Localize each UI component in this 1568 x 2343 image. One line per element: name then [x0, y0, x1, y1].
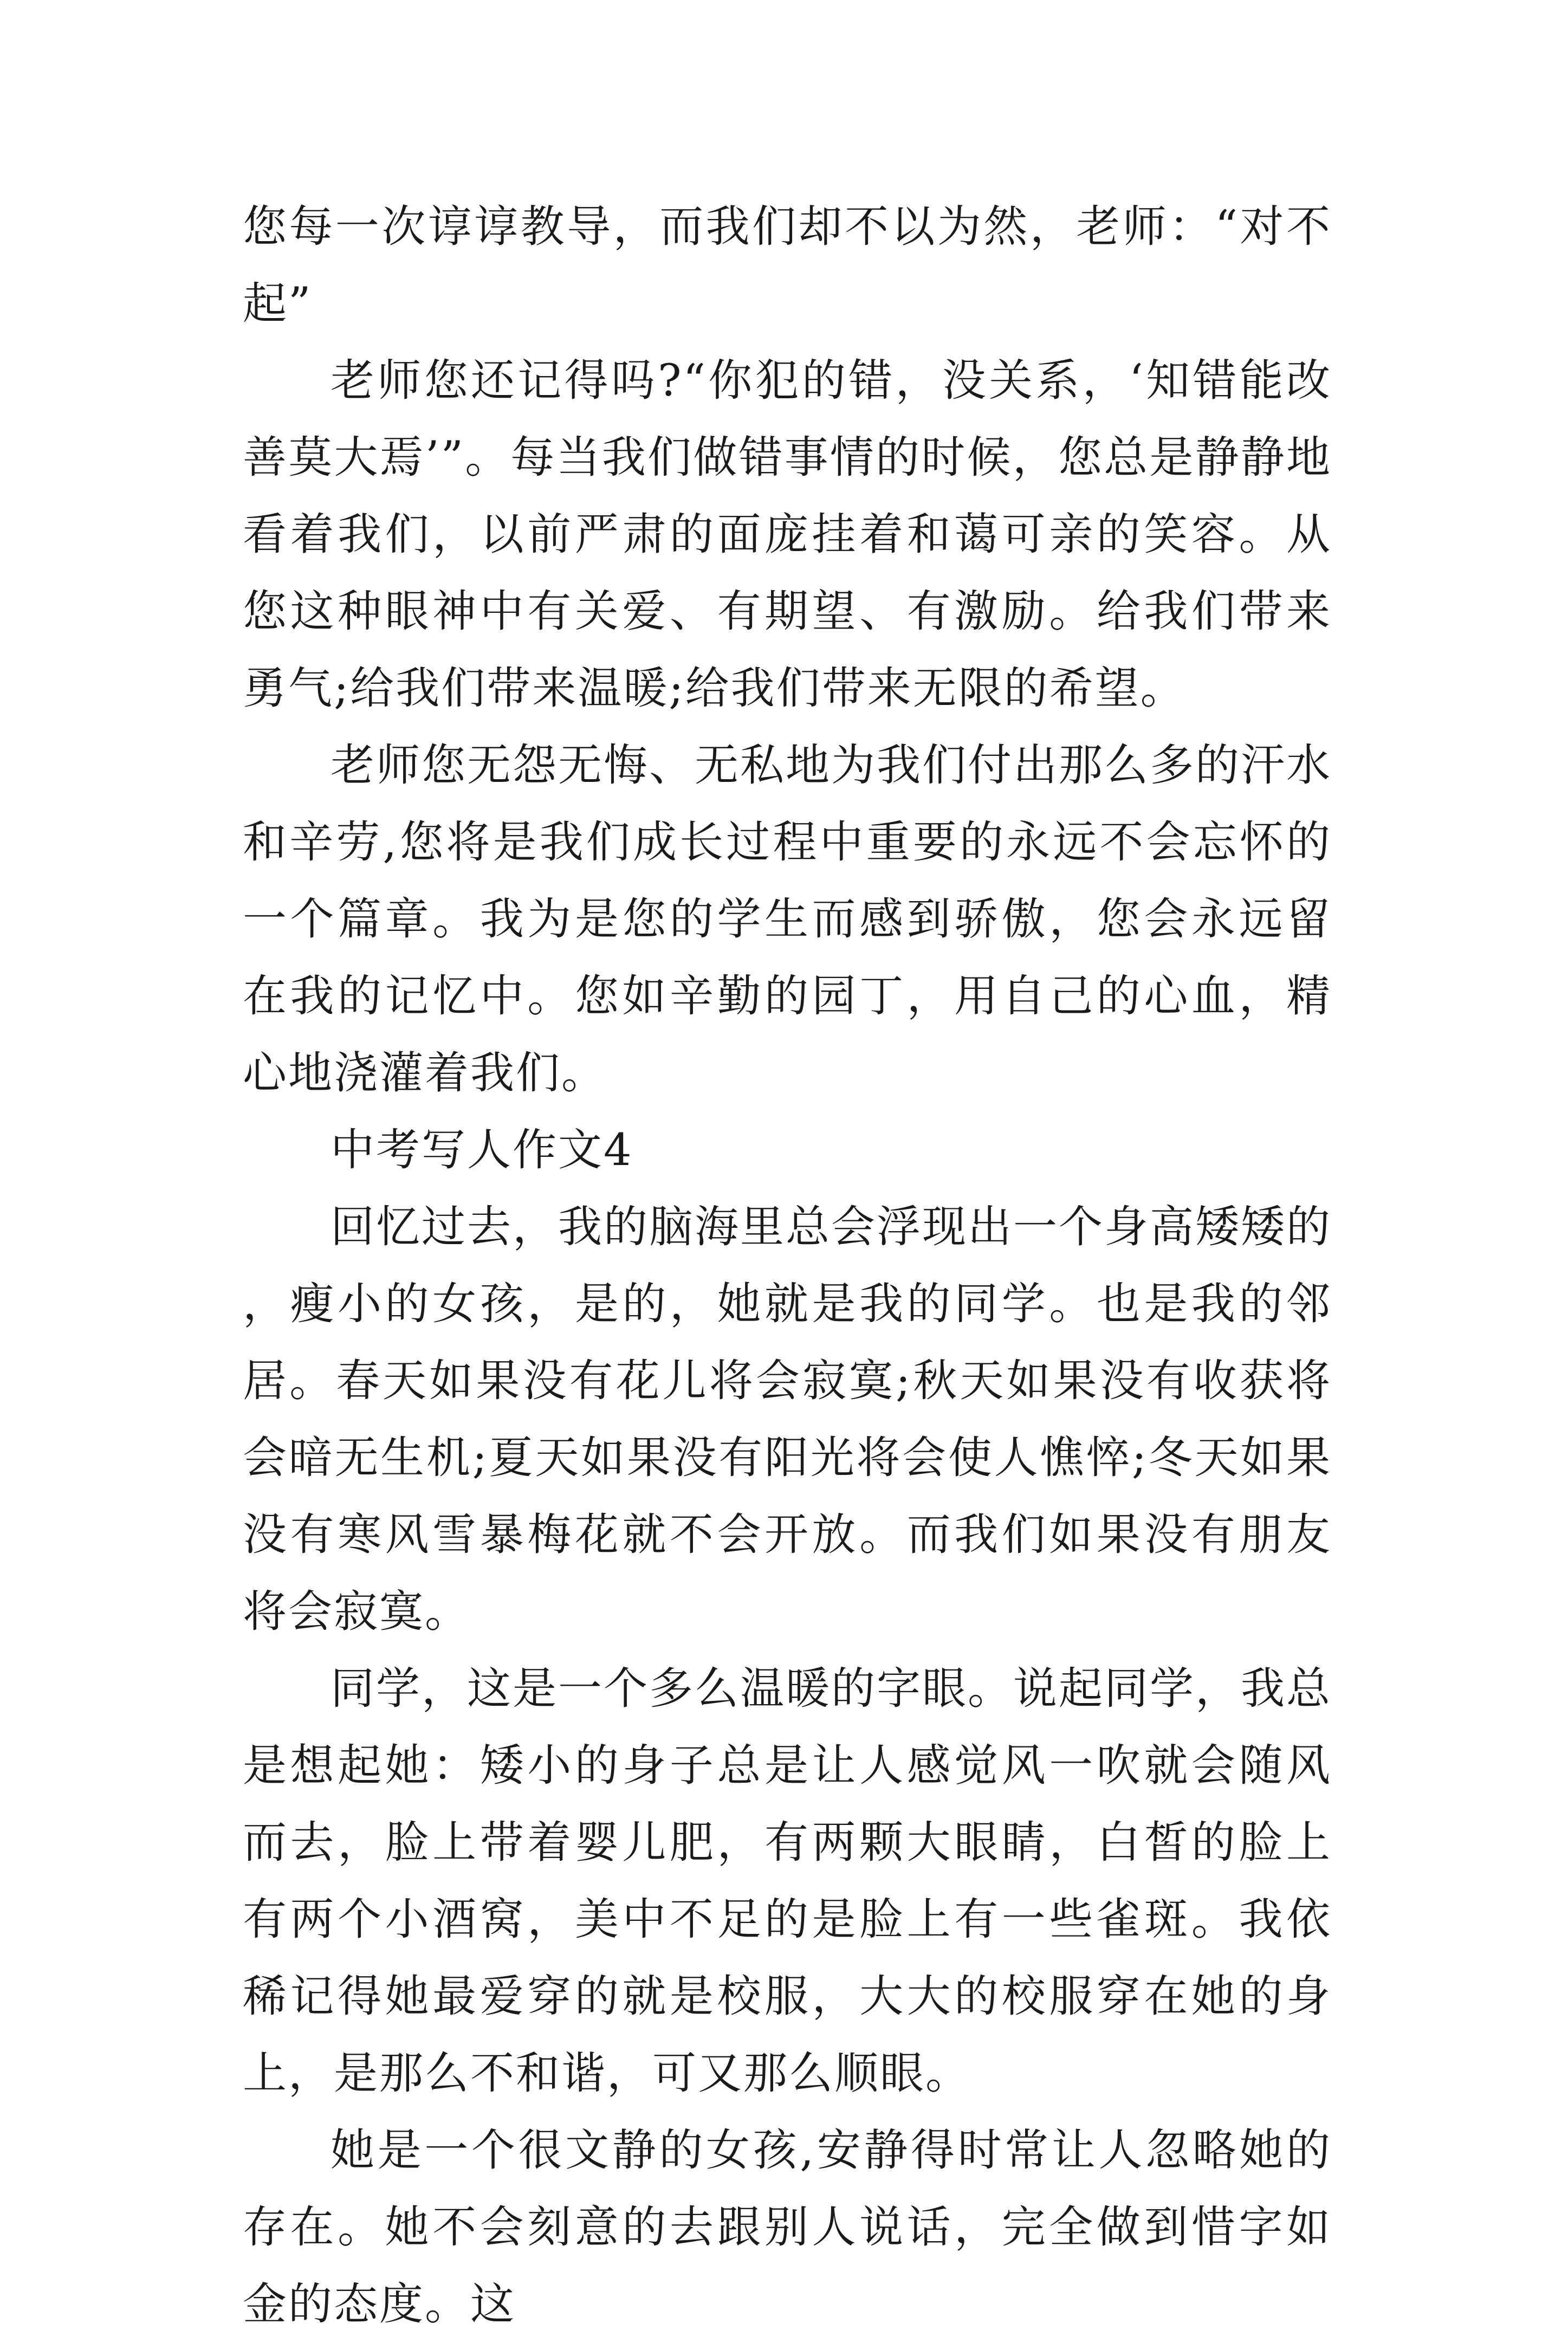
paragraph: 她是一个很文静的女孩,安静得时常让人忽略她的存在。她不会刻意的去跟别人说话，完全做到惜字如金的态度。这 — [243, 2125, 1332, 2330]
paragraph: 同学，这是一个多么温暖的字眼。说起同学，我总是想起她：矮小的身子总是让人感觉风一吹就会随风而去，脸上带着婴儿肥，有两颗大眼睛，白皙的脸上有两个小酒窝，美中不足的是脸上有一些雀斑。我依稀记得她最爱穿的就是校服，大大的校服穿在她的身上，是那么不和谐，可又那么顺眼。 — [243, 1664, 1332, 2099]
essay-body — [243, 189, 1332, 2343]
paragraph-continuation: 您每一次谆谆教导，而我们却不以为然，老师：“对不起” — [243, 202, 1332, 329]
paragraph: 回忆过去，我的脑海里总会浮现出一个身高矮矮的，瘦小的女孩，是的，她就是我的同学。也是我的邻居。春天如果没有花儿将会寂寞;秋天如果没有收获将会暗无生机;夏天如果没有阳光将会使人憔悴;冬天如果没有寒风雪暴梅花就不会开放。而我们如果没有朋友将会寂寞。 — [243, 1202, 1332, 1637]
paragraph: 老师您还记得吗?“你犯的错，没关系，‘知错能改善莫大焉’”。每当我们做错事情的时候，您总是静静地看着我们，以前严肃的面庞挂着和蔼可亲的笑容。从您这种眼神中有关爱、有期望、有激励。给我们带来勇气;给我们带来温暖;给我们带来无限的希望。 — [243, 355, 1332, 714]
essay-heading: 中考写人作文4 — [331, 1125, 633, 1176]
paragraph: 老师您无怨无悔、无私地为我们付出那么多的汗水和辛劳,您将是我们成长过程中重要的永远不会忘怀的一个篇章。我为是您的学生而感到骄傲，您会永远留在我的记忆中。您如辛勤的园丁，用自己的心血，精心地浇灌着我们。 — [243, 740, 1332, 1099]
